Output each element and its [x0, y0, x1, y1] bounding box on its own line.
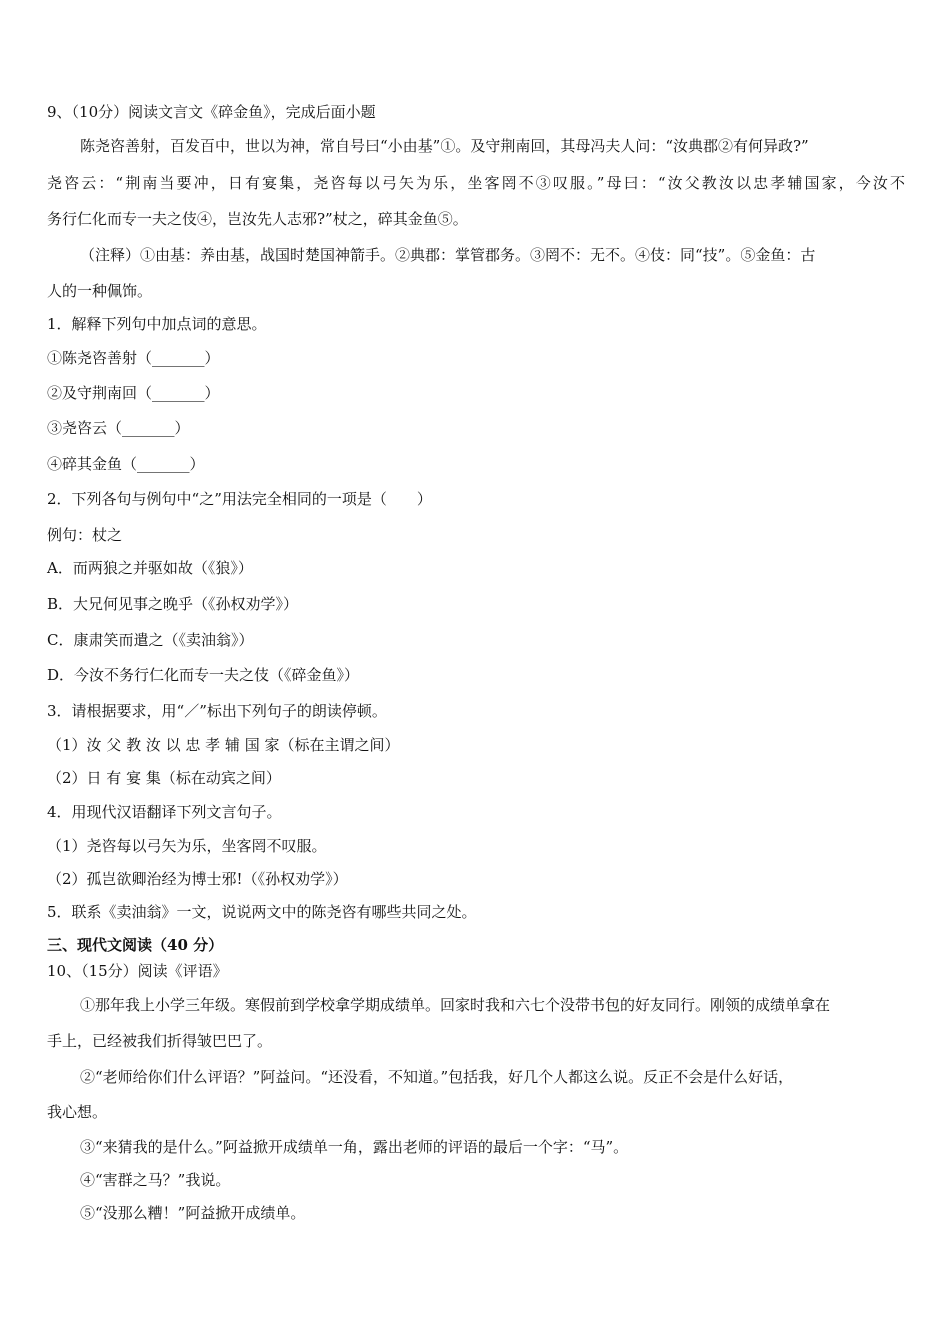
question-1-item: ①陈尧咨善射（_______）	[47, 349, 220, 367]
passage-line: ①那年我上小学三年级。寒假前到学校拿学期成绩单。回家时我和六七个没带书包的好友同行。刚领的成绩单拿在	[80, 996, 831, 1014]
question-4-item: （2）孤岂欲卿治经为博士邪!（《孙权劝学》）	[47, 870, 348, 888]
example-sentence: 例句：杖之	[47, 526, 123, 544]
notes-line: 人的一种佩饰。	[47, 282, 153, 300]
question-4: 4．用现代汉语翻译下列文言句子。	[47, 803, 282, 821]
option-d: D．今汝不务行仁化而专一夫之伎（《碎金鱼》）	[47, 666, 360, 684]
question-3: 3．请根据要求，用“／”标出下列句子的朗读停顿。	[47, 702, 387, 720]
question-1-item: ④碎其金鱼（_______）	[47, 455, 205, 473]
notes-line: （注释）①由基：养由基，战国时楚国神箭手。②典郡：掌管郡务。③罔不：无不。④伎：同“技”。⑤金鱼：古	[80, 246, 816, 264]
option-c: C．康肃笑而遣之（《卖油翁》）	[47, 631, 254, 649]
q10-title: 10、（15分）阅读《评语》	[47, 962, 228, 980]
section-heading: 三、现代文阅读（40 分）	[47, 936, 224, 954]
passage-line: 务行仁化而专一夫之伎④，岂汝先人志邪?”杖之，碎其金鱼⑤。	[47, 210, 468, 228]
passage-line: ⑤“没那么糟！”阿益掀开成绩单。	[80, 1204, 306, 1222]
passage-line: 尧咨云：“荆南当要冲，日有宴集，尧咨每以弓矢为乐，坐客罔不③叹服。”母曰：“汝父教汝以忠孝辅国家，今汝不	[47, 174, 905, 192]
passage-line: 陈尧咨善射，百发百中，世以为神，常自号曰“小由基”①。及守荆南回，其母冯夫人问：“汝典郡②有何异政?”	[80, 137, 809, 155]
question-1-item: ②及守荆南回（_______）	[47, 384, 220, 402]
passage-line: ②“老师给你们什么评语？”阿益问。“还没看，不知道。”包括我，好几个人都这么说。反正不会是什么好话，	[80, 1068, 794, 1086]
passage-line: 手上，已经被我们折得皱巴巴了。	[47, 1032, 273, 1050]
passage-line: ④“害群之马？”我说。	[80, 1171, 231, 1189]
passage-line: ③“来猜我的是什么。”阿益掀开成绩单一角，露出老师的评语的最后一个字：“马”。	[80, 1138, 629, 1156]
question-2: 2．下列各句与例句中“之”用法完全相同的一项是（ ）	[47, 490, 432, 508]
passage-line: 我心想。	[47, 1103, 108, 1121]
question-1-item: ③尧咨云（_______）	[47, 419, 190, 437]
option-b: B．大兄何见事之晚乎（《孙权劝学》）	[47, 595, 299, 613]
question-5: 5．联系《卖油翁》一文，说说两文中的陈尧咨有哪些共同之处。	[47, 903, 477, 921]
option-a: A．而两狼之并驱如故（《狼》）	[47, 559, 253, 577]
q9-title: 9、（10分）阅读文言文《碎金鱼》，完成后面小题	[47, 103, 376, 121]
question-1: 1．解释下列句中加点词的意思。	[47, 315, 267, 333]
question-3-item: （1）汝 父 教 汝 以 忠 孝 辅 国 家（标在主谓之间）	[47, 736, 400, 754]
question-3-item: （2）日 有 宴 集（标在动宾之间）	[47, 769, 281, 787]
question-4-item: （1）尧咨每以弓矢为乐，坐客罔不叹服。	[47, 837, 327, 855]
